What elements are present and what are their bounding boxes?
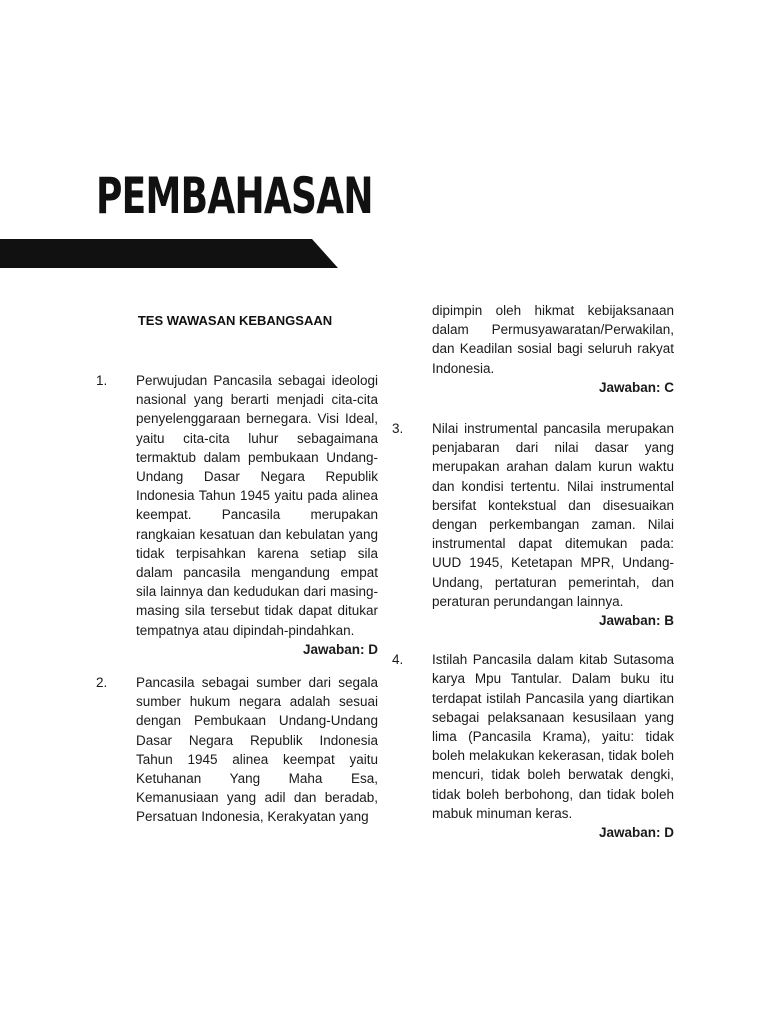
left-column [96,371,378,827]
page-title: PEMBAHASAN [96,167,373,225]
item-number: 2. [96,675,108,691]
item-text: Perwujudan Pancasila sebagai ideologi nasional yang berarti menjadi cita-cita penyelenggaraan bernegara. Visi Ideal, yaitu cita-cita luhur sebagaimana termaktub dalam pembukaan Undang-Undang Dasar Negara Republik Indonesia Tahun 1945 yaitu pada alinea keempat. Pancasila merupakan rangkaian kesatuan dan kebulatan yang tidak terpisahkan karena setiap sila dalam pancasila mengandung empat sila lainnya dan kedudukan dari masing-masing sila tersebut tidak dapat ditukar tempatnya atau dipindah-pindahkan. [136,373,378,638]
item-number: 1. [96,373,108,388]
question-item-2-continuation [392,301,674,397]
item-number: 3. [392,421,404,437]
answer-label: Jawaban: B [598,613,674,629]
title-banner-bar [0,239,338,268]
answer-label: Jawaban: D [302,641,378,657]
item-text: Istilah Pancasila dalam kitab Sutasoma karya Mpu Tantular. Dalam buku itu terdapat istilah Pancasila yang diartikan sebagai pelaksanaan kesusilaan yang lima (Pancasila Krama), yaitu: tidak boleh melakukan kekerasan, tidak boleh mencuri, tidak boleh berwatak dengki, tidak boleh berbohong, dan tidak boleh mabuk minuman keras. [432,652,674,821]
item-text: Nilai instrumental pancasila merupakan penjabaran dari nilai dasar yang merupakan arahan dalam kurun waktu dan kondisi tertentu. Nilai instrumental bersifat kontekstual dan disesuaikan dengan perkembangan zaman. Nilai instrumental dapat ditemukan pada: UUD 1945, Ketetapan MPR, Undang-Undang, pertaturan pemerintah, dan peraturan perundangan lainnya. [432,421,674,609]
item-text: Pancasila sebagai sumber dari segala sumber hukum negara adalah sesuai dengan Pembukaan Undang-Undang Dasar Negara Republik Indonesia Tahun 1945 alinea keempat yaitu Ketuhanan Yang Maha Esa, Kemanusiaan yang adil dan beradab, Persatuan Indonesia, Kerakyatan yang [136,675,378,825]
question-item-2 [96,673,378,827]
answer-label: Jawaban: C [598,379,674,395]
item-number: 4. [392,652,404,668]
item-text-continuation: dipimpin oleh hikmat kebijaksanaan dalam Permusyawaratan/Perwakilan, dan Keadilan sosial bagi seluruh rakyat Indonesia. [432,303,674,376]
answer-label: Jawaban: D [598,825,674,841]
question-item-4 [392,650,674,842]
question-item-3 [392,419,674,630]
right-column [392,301,674,842]
section-heading: TES WAWASAN KEBANGSAAN [137,313,333,328]
question-item-1 [96,371,378,659]
